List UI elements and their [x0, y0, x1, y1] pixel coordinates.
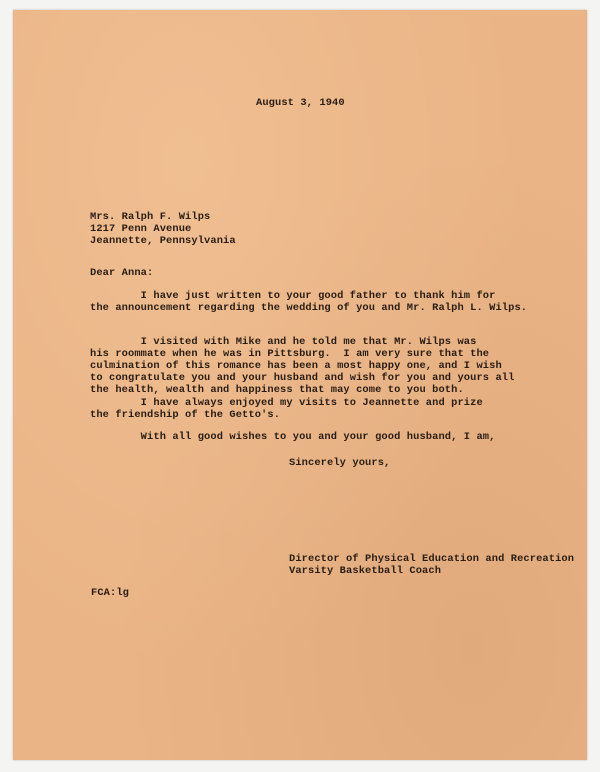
body-paragraph-3: I have always enjoyed my visits to Jeannette and prize the friendship of the Getto's. — [90, 397, 483, 421]
recipient-city: Jeannette, Pennsylvania — [90, 235, 236, 247]
salutation: Dear Anna: — [90, 267, 154, 279]
body-paragraph-1: I have just written to your good father to thank him for the announcement regarding the wedding of you and Mr. Ralph L. Wilps. — [90, 290, 528, 314]
complimentary-closing: Sincerely yours, — [289, 457, 391, 469]
body-paragraph-4: With all good wishes to you and your good husband, I am, — [90, 431, 496, 443]
signature-title-line-1: Director of Physical Education and Recreation — [289, 553, 575, 565]
signature-block — [289, 553, 574, 577]
letter-page — [13, 10, 587, 760]
body-paragraph-2: I visited with Mike and he told me that Mr. Wilps was his roommate when he was in Pittsburg. I am very sure that the culmination of this romance has been a most happy one, and I wish to congratulate you and your husband and wish for you and yours all the health, wealth and happiness that may come to you both. — [90, 336, 515, 396]
reference-initials: FCA:lg — [91, 587, 130, 599]
recipient-name: Mrs. Ralph F. Wilps — [90, 211, 211, 223]
signature-title-line-2: Varsity Basketball Coach — [289, 565, 442, 577]
letter-date: August 3, 1940 — [256, 97, 345, 109]
recipient-address — [90, 211, 236, 247]
recipient-street: 1217 Penn Avenue — [90, 223, 192, 235]
